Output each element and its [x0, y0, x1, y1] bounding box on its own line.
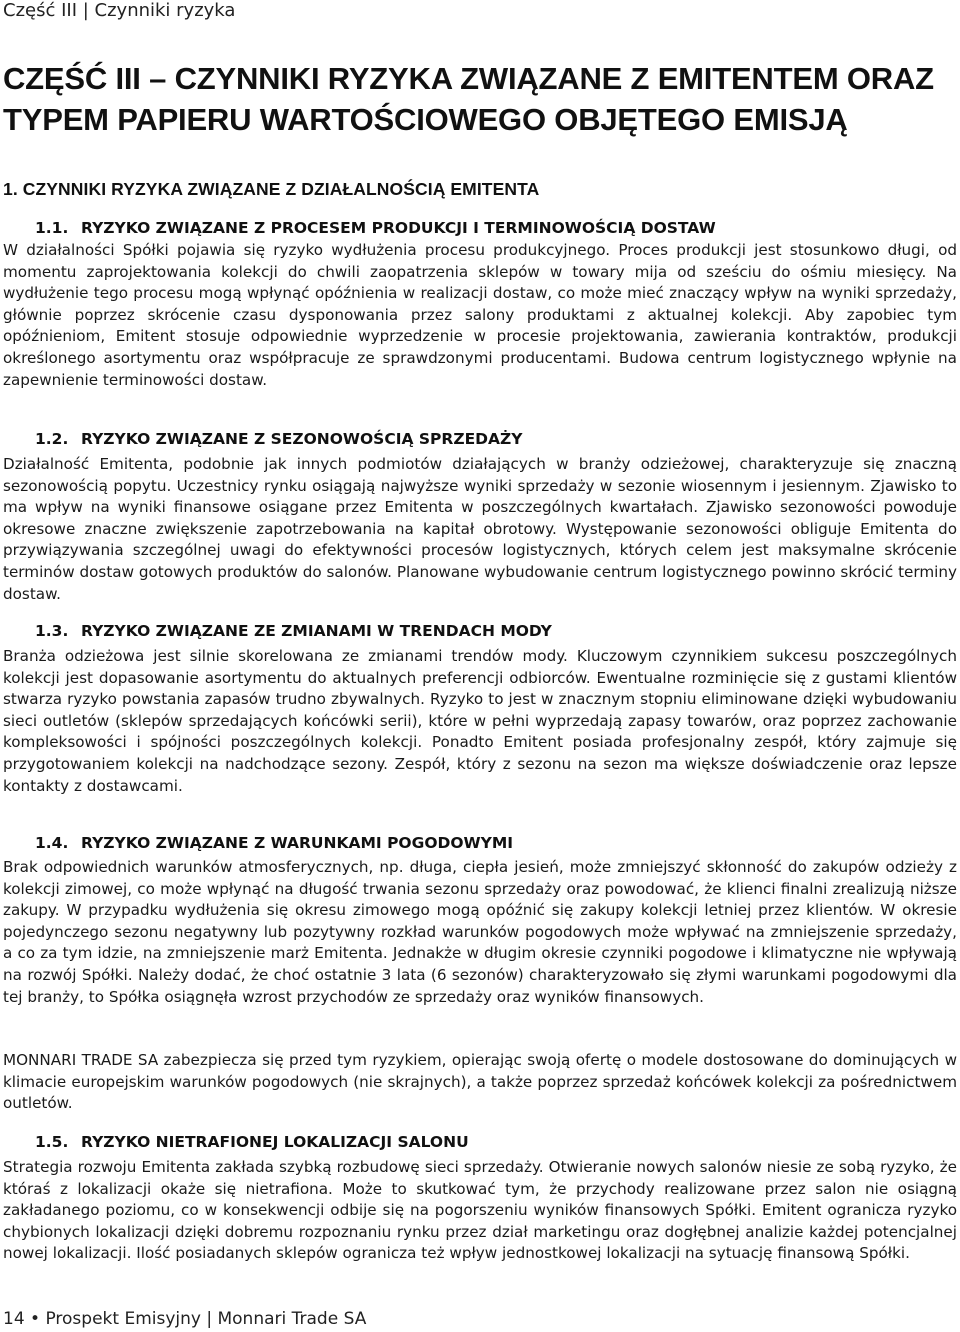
subsection-number: 1.2. — [35, 430, 69, 448]
running-header: Część III | Czynniki ryzyka — [3, 0, 236, 21]
subsection-number: 1.5. — [35, 1133, 69, 1151]
subsection-title: RYZYKO ZWIĄZANE Z SEZONOWOŚCIĄ SPRZEDAŻY — [81, 430, 523, 448]
subsection-title: RYZYKO ZWIĄZANE Z WARUNKAMI POGODOWYMI — [81, 834, 514, 852]
page-footer: 14 • Prospekt Emisyjny | Monnari Trade SA — [3, 1309, 367, 1329]
paragraph-1-3: Branża odzieżowa jest silnie skorelowana ze zmianami trendów mody. Kluczowym czynnikiem sukcesu poszczególnych kolekcji jest dopasowanie asortymentu do aktualnych preferencji odbiorców. Ewentualne rozminięcie się z gustami klientów stwarza ryzyko powstania zapasów trudno zbywalnych. Ryzyko to jest w znacznym stopniu eliminowane dzięki wybudowaniu sieci outletów (sklepów sprzedających końcówki serii), które w pełni wyprzedają zapasy towarów, oraz poprzez zachowanie kompleksowości i spójności poszczególnych kolekcji. Ponadto Emitent posiada profesjonalny zespół, który zajmuje się przygotowaniem kolekcji na nadchodzące sezony. Zespół, który z sezonu na sezon ma większe doświadczenie oraz lepsze kontakty z dostawcami. — [3, 647, 957, 795]
part-title: CZĘŚĆ III – CZYNNIKI RYZYKA ZWIĄZANE Z EMITENTEM ORAZ TYPEM PAPIERU WARTOŚCIOWEGO OBJĘTEGO EMISJĄ — [3, 61, 934, 137]
subsection-heading-1-5 — [35, 1133, 469, 1151]
paragraph-1-4-a: Brak odpowiednich warunków atmosferycznych, np. długa, ciepła jesień, może zmniejszyć skłonność do zakupów odzieży z kolekcji zimowej, co może wpłynąć na długość trwania sezonu sprzedaży oraz powodować, że klienci finalni zrealizują niższe zakupy. W przypadku wydłużenia się okresu zimowego mogą opóźnić się zakupy kolekcji letniej przez klientów. W okresie pojedynczego sezonu negatywny lub pozytywny rozkład warunków pogodowych może wpływać na zmniejszenie sprzedaży, a co za tym idzie, na zmniejszenie marż Emitenta. Jednakże w długim okresie czynniki pogodowe i klimatyczne nie wpływają na rozwój Spółki. Należy dodać, że choć ostatnie 3 lata (6 sezonów) charakteryzowało się złymi warunkami pogodowymi dla tej branży, to Spółka osiągnęła wzrost przychodów ze sprzedaży oraz wyników finansowych. — [3, 858, 957, 1006]
subsection-title: RYZYKO ZWIĄZANE Z PROCESEM PRODUKCJI I TERMINOWOŚCIĄ DOSTAW — [81, 219, 716, 237]
subsection-heading-1-2 — [35, 430, 523, 448]
subsection-number: 1.4. — [35, 834, 69, 852]
subsection-heading-1-1 — [35, 219, 716, 237]
subsection-number: 1.1. — [35, 219, 69, 237]
paragraph-1-5: Strategia rozwoju Emitenta zakłada szybką rozbudowę sieci sprzedaży. Otwieranie nowych salonów niesie ze sobą ryzyko, że któraś z lokalizacji okaże się nietrafiona. Może to skutkować tym, że przychody realizowane przez salon nie osiągną zakładanego poziomu, co w konsekwencji odbije się na pogorszeniu wyników finansowych Spółki. Emitent ogranicza ryzyko chybionych lokalizacji dzięki dobremu rozpoznaniu rynku przez dział marketingu oraz dogłębnej analizie każdej potencjalnej nowej lokalizacji. Ilość posiadanych sklepów ogranicza też wpływ jednostkowej lokalizacji na sytuację finansową Spółki. — [3, 1158, 957, 1263]
subsection-number: 1.3. — [35, 622, 69, 640]
subsection-heading-1-4 — [35, 834, 513, 852]
section-heading: 1. CZYNNIKI RYZYKA ZWIĄZANE Z DZIAŁALNOŚCIĄ EMITENTA — [3, 179, 540, 199]
subsection-title: RYZYKO ZWIĄZANE ZE ZMIANAMI W TRENDACH MODY — [81, 622, 552, 640]
paragraph-1-1: W działalności Spółki pojawia się ryzyko wydłużenia procesu produkcyjnego. Proces produkcji jest stosunkowo długi, od momentu zaprojektowania kolekcji do chwili zaopatrzenia sklepów w towary mija od sześciu do ośmiu miesięcy. Na wydłużenie tego procesu mogą wpłynąć opóźnienia w realizacji dostaw, co może mieć znaczący wpływ na wyniki sprzedaży, głównie poprzez skrócenie czasu dysponowania przez salony produktami z aktualnej kolekcji. Aby zapobiec tym opóźnieniom, Emitent stosuje odpowiednie wyprzedzenie w procesie projektowania, zawierania kontraktów, produkcji określonego asortymentu oraz współpracuje ze sprawdzonymi producentami. Budowa centrum logistycznego wpłynie na zapewnienie terminowości dostaw. — [3, 241, 957, 389]
subsection-title: RYZYKO NIETRAFIONEJ LOKALIZACJI SALONU — [81, 1133, 469, 1151]
subsection-heading-1-3 — [35, 622, 552, 640]
paragraph-1-4-b: MONNARI TRADE SA zabezpiecza się przed tym ryzykiem, opierając swoją ofertę o modele dostosowane do dominujących w klimacie europejskim warunków pogodowych (nie skrajnych), a także poprzez sprzedaż końcówek kolekcji za pośrednictwem outletów. — [3, 1051, 957, 1113]
paragraph-1-2: Działalność Emitenta, podobnie jak innych podmiotów działających w branży odzieżowej, charakteryzuje się znaczną sezonowością popytu. Uczestnicy rynku osiągają najwyższe wyniki sprzedaży w sezonie wiosennym i jesiennym. Zjawisko to ma wpływ na wyniki finansowe osiągane przez Emitenta w poszczególnych kwartałach. Zjawisko sezonowości powoduje okresowe znaczne zwiększenie zapotrzebowania na kapitał obrotowy. Występowanie sezonowości obliguje Emitenta do przywiązywania szczególnej uwagi do efektywności procesów logistycznych, których celem jest maksymalne skrócenie terminów dostaw gotowych produktów do salonów. Planowane wybudowanie centrum logistycznego powinno skrócić terminy dostaw. — [3, 455, 957, 603]
